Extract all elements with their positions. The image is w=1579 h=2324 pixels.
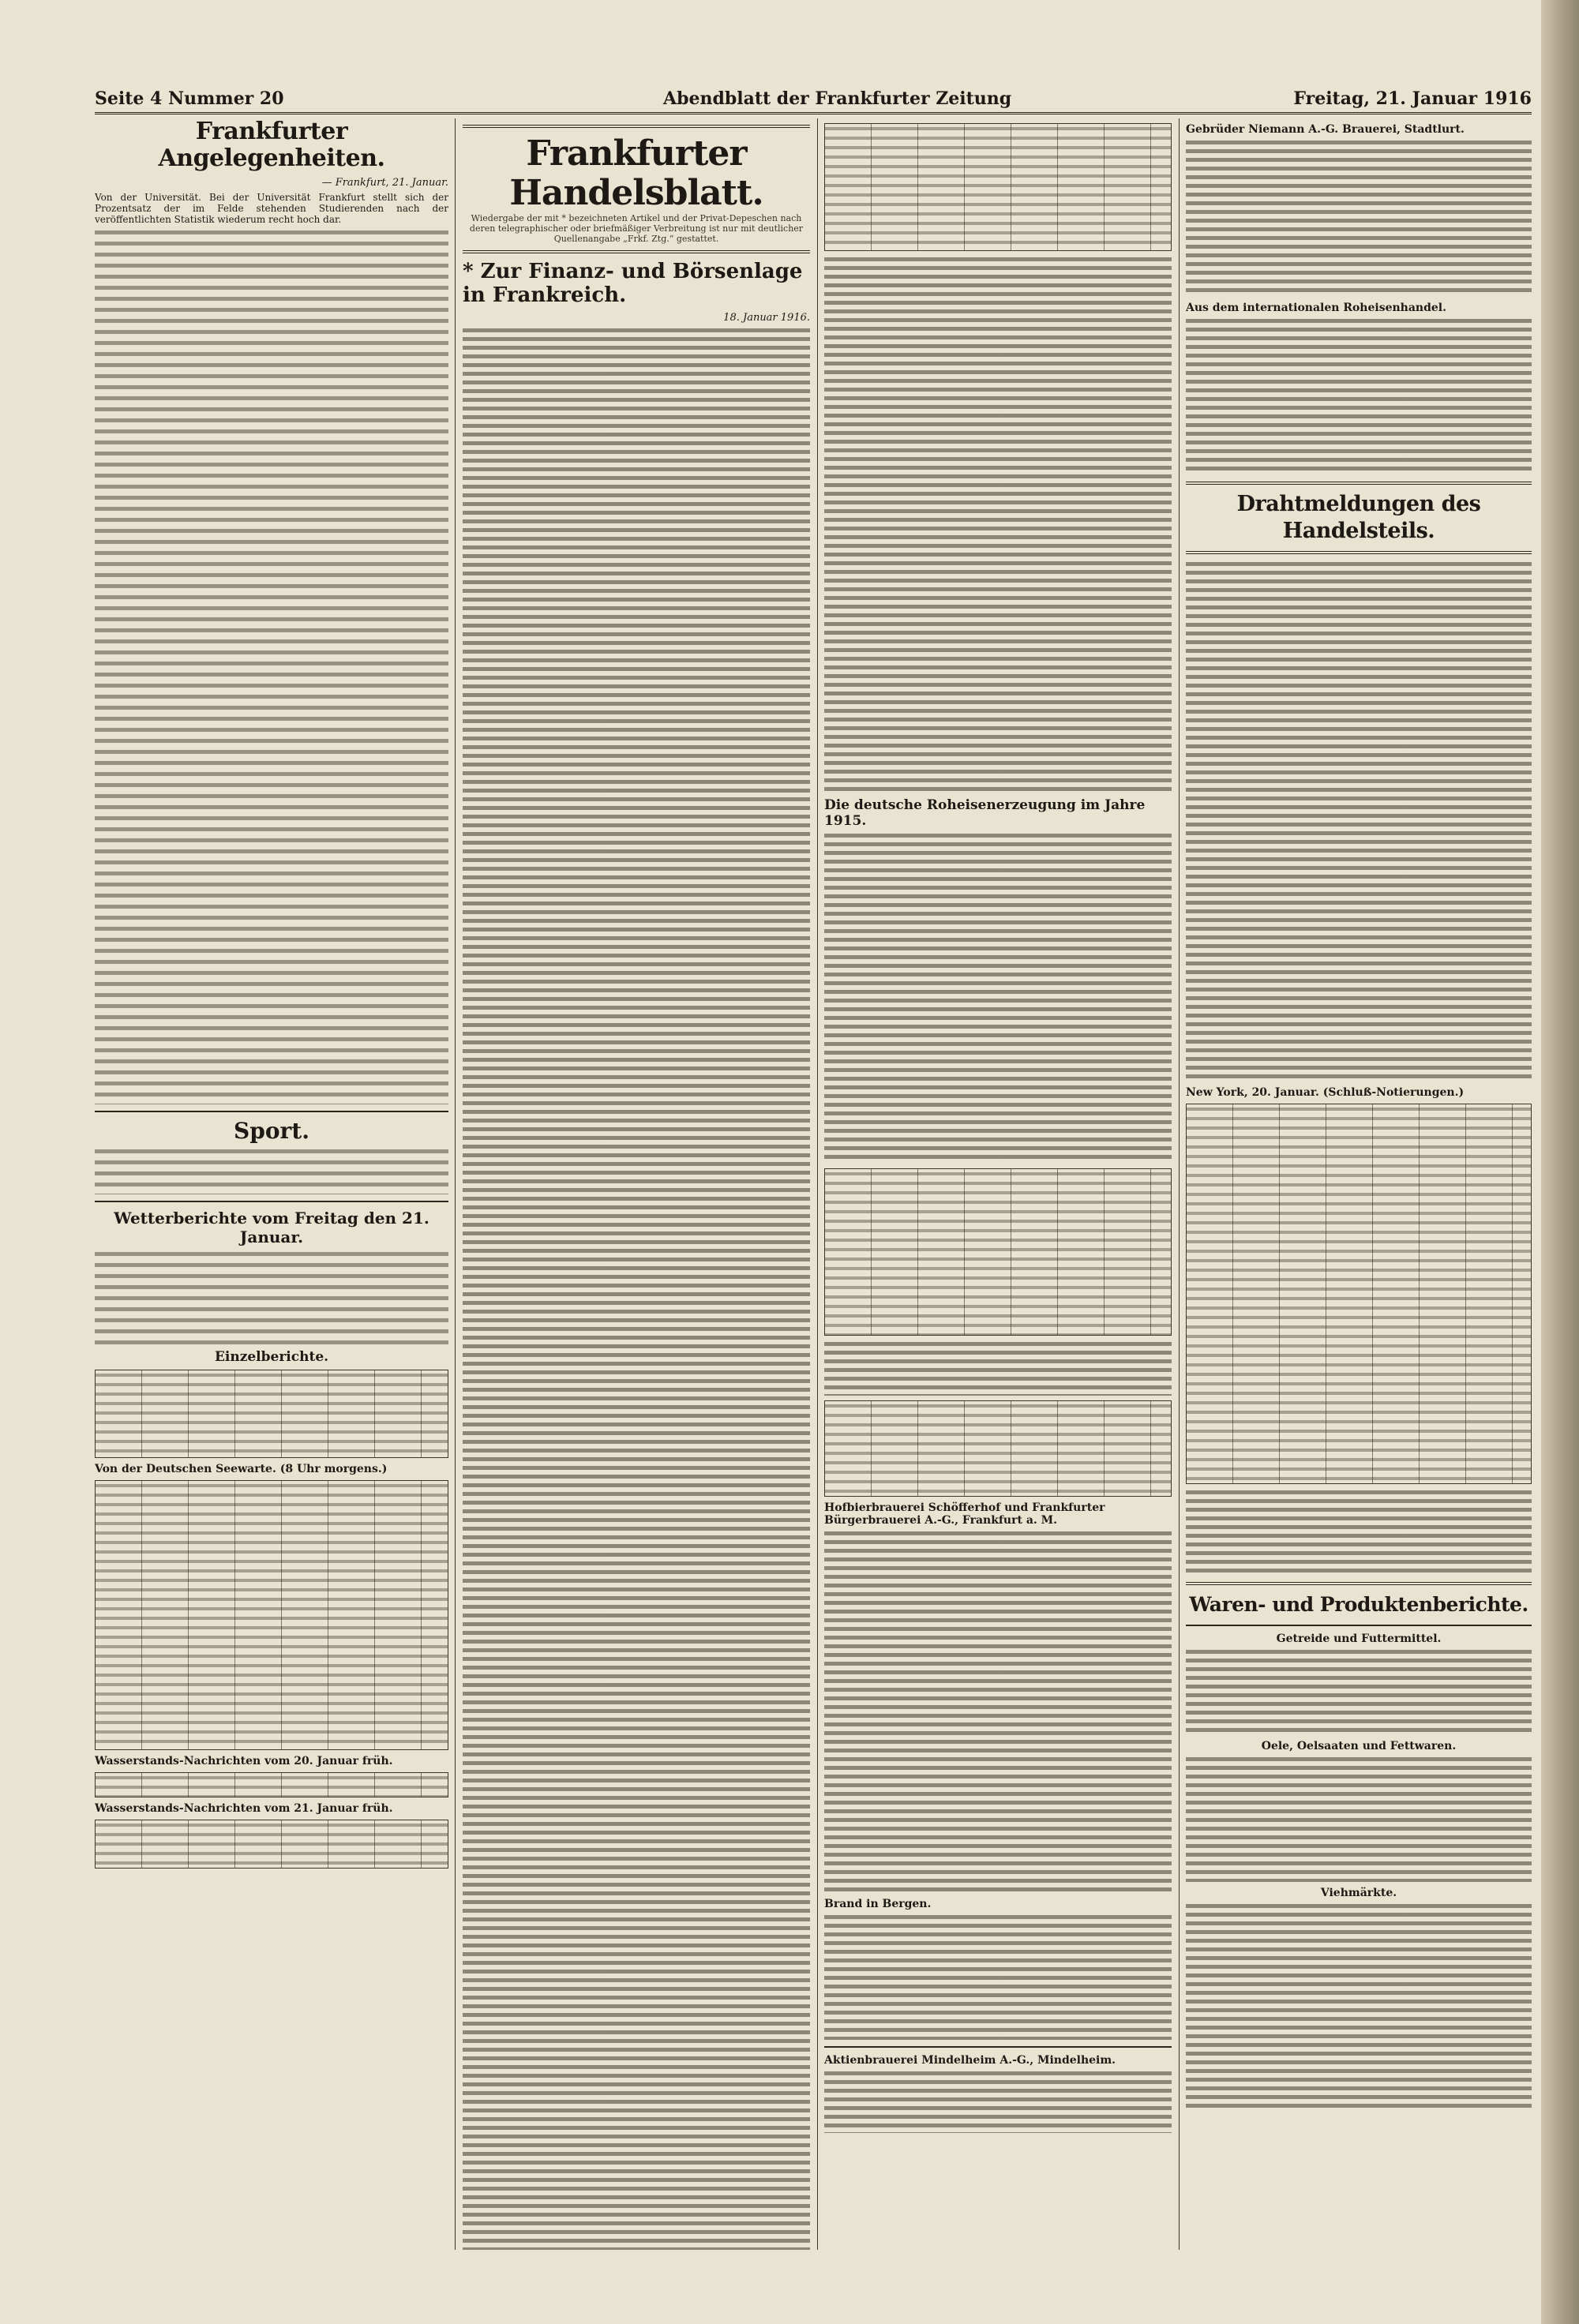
weather-title: Wetterberichte vom Freitag den 21. Januar. — [114, 1209, 429, 1246]
monthly-table — [824, 1400, 1172, 1497]
telegram-body — [1186, 560, 1532, 1081]
article-heading: Die deutsche Roheisenerzeugung im Jahre 1915. — [824, 797, 1146, 829]
article-body — [1186, 1648, 1532, 1735]
water-title-2: Wasserstands-Nachrichten vom 21. Januar früh. — [95, 1802, 393, 1815]
divider — [1186, 1582, 1532, 1585]
divider — [824, 2046, 1172, 2048]
article-date: 18. Januar 1916. — [723, 312, 810, 324]
column-rule — [1179, 118, 1180, 2250]
column-trade — [463, 118, 810, 2250]
article-body — [1186, 1902, 1532, 2108]
article-body — [824, 832, 1172, 1164]
column-rule — [817, 118, 818, 2250]
seewarte-title: Von der Deutschen Seewarte. (8 Uhr morgens.) — [95, 1463, 388, 1475]
ny-title: New York, 20. Januar. (Schluß-Notierungen.) — [1186, 1086, 1465, 1099]
article-title: * Zur Finanz- und Börsenlage in Frankreich. — [463, 260, 803, 307]
newspaper-title: Abendblatt der Frankfurter Zeitung — [663, 88, 1012, 109]
article-body — [1186, 317, 1532, 475]
article-body — [1186, 1489, 1532, 1576]
masthead — [95, 85, 1532, 114]
trade-section-title: Frankfurter Handelsblatt. — [509, 133, 763, 213]
divider — [1186, 1625, 1532, 1626]
seewarte-table — [95, 1480, 448, 1750]
reprint-note: Wiedergabe der mit * bezeichneten Artikel und der Privat-Depeschen nach deren telegraphischer oder briefmäßiger Verbreitung ist nur mit deutlicher Quellenangabe „Frkf. Ztg.“ gestattet. — [469, 213, 804, 244]
pig-iron-table — [824, 1168, 1172, 1336]
divider — [1186, 482, 1532, 485]
sport-body — [95, 1147, 448, 1194]
article-heading: Gebrüder Niemann A.-G. Brauerei, Stadtlurt. — [1186, 123, 1465, 136]
column-telegrams — [1186, 118, 1532, 2250]
column-market — [824, 118, 1172, 2250]
article-body — [1186, 139, 1532, 297]
water-title-1: Wasserstands-Nachrichten vom 20. Januar früh. — [95, 1755, 393, 1767]
divider — [1186, 551, 1532, 554]
water-table-2 — [95, 1820, 448, 1869]
article-body — [463, 327, 810, 2250]
article-heading: Aktienbrauerei Mindelheim A.-G., Mindelheim. — [824, 2054, 1116, 2067]
article-heading: Hofbierbrauerei Schöfferhof und Frankfurter Bürgerbrauerei A.-G., Frankfurt a. M. — [824, 1501, 1105, 1527]
weather-table — [95, 1370, 448, 1458]
section-title: Frankfurter Angelegenheiten. — [158, 118, 385, 172]
divider — [463, 125, 810, 128]
divider — [463, 250, 810, 253]
goods-title: Waren- und Produktenberichte. — [1189, 1593, 1528, 1616]
article-body — [824, 256, 1172, 793]
divider — [95, 1111, 448, 1112]
article-body — [1186, 1756, 1532, 1882]
article-body — [95, 228, 448, 1104]
oil-title: Oele, Oelsaaten und Fettwaren. — [1261, 1740, 1457, 1752]
divider — [95, 1201, 448, 1202]
article-heading: Aus dem internationalen Roheisenhandel. — [1186, 302, 1446, 314]
grain-title: Getreide und Futtermittel. — [1276, 1632, 1442, 1645]
issue-date: Freitag, 21. Januar 1916 — [1293, 88, 1532, 109]
article-body — [824, 2070, 1172, 2133]
sport-title: Sport. — [234, 1118, 309, 1144]
ny-stock-table — [1186, 1104, 1532, 1484]
dateline: — Frankfurt, 21. Januar. — [321, 177, 448, 189]
weather-body — [95, 1250, 448, 1344]
article-body — [824, 1530, 1172, 1893]
article-body — [824, 1914, 1172, 2040]
article-heading: Brand in Bergen. — [824, 1898, 932, 1910]
exchange-table — [824, 123, 1172, 251]
page-number: Seite 4 Nummer 20 — [95, 88, 284, 109]
book-binding — [1541, 0, 1579, 2324]
article-body — [824, 1340, 1172, 1396]
telegram-title: Drahtmeldungen des Handelsteils. — [1236, 492, 1481, 543]
weather-subtitle: Einzelberichte. — [214, 1349, 329, 1365]
column-rule — [455, 118, 456, 2250]
cattle-title: Viehmärkte. — [1320, 1887, 1397, 1899]
water-table-1 — [95, 1772, 448, 1797]
article-text: Von der Universität. Bei der Universität Frankfurt stellt sich der Prozentsatz der im Felde stehenden Studierenden nach der veröffentlichten Statistik wiederum recht hoch dar. — [95, 192, 448, 225]
column-local-news — [95, 118, 448, 2250]
